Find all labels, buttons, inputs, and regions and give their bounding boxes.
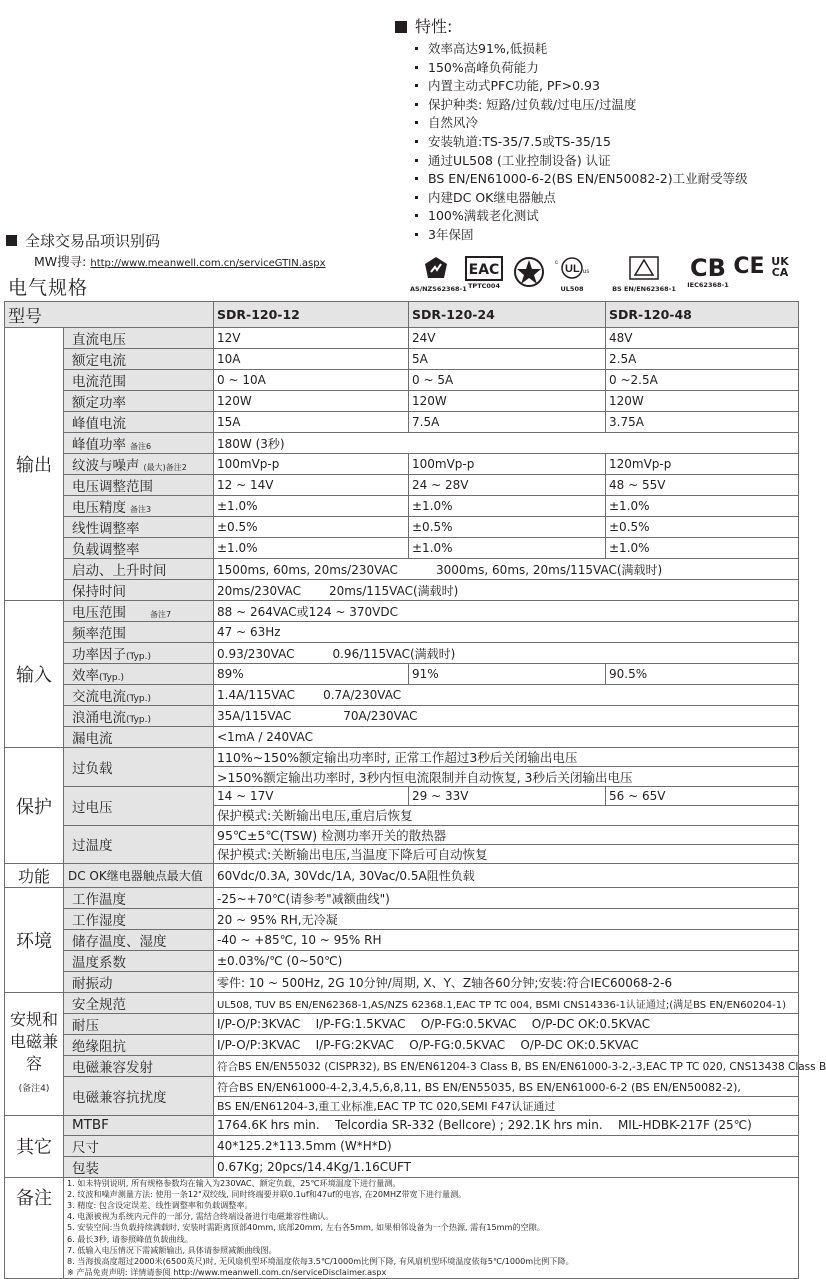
table-row: 尺寸 40*125.2*113.5mm (W*H*D) bbox=[5, 1135, 799, 1156]
dot-bullet-icon bbox=[415, 103, 418, 106]
note-line: 8. 当海拔高度超过2000米(6500英尺)时, 无风扇机型环境温度依每3.5℃/1000m比例下降, 有风扇机型环境温度依每5℃/1000m比例下降。 bbox=[67, 1255, 574, 1266]
note-line: 4. 电源被视为系统内元件的一部分, 需结合终端设备进行电磁兼容性确认。 bbox=[67, 1211, 334, 1222]
square-bullet-icon bbox=[6, 235, 17, 246]
table-row: 漏电流 <1mA / 240VAC bbox=[5, 727, 799, 748]
table-row: 保持时间 20ms/230VAC 20ms/115VAC(满载时) bbox=[5, 580, 799, 601]
table-row: 包装 0.67Kg; 20pcs/14.4Kg/1.16CUFT bbox=[5, 1156, 799, 1177]
table-row: 保护模式:关断输出电压,当温度下降后可自动恢复 bbox=[5, 844, 799, 863]
gtin-label: MW搜寻: bbox=[34, 254, 87, 269]
table-row: 过电压 14 ~ 17V 29 ~ 33V 56 ~ 65V bbox=[5, 786, 799, 805]
gtin-section bbox=[6, 230, 326, 270]
model-label: 型号 bbox=[5, 302, 214, 328]
table-row: 额定电流 10A 5A 2.5A bbox=[5, 349, 799, 370]
category-input: 输入 bbox=[5, 601, 64, 748]
note-line: 3. 精度: 包含设定误差、线性调整率和负载调整率。 bbox=[67, 1199, 253, 1210]
note-line: 1. 如未特别说明, 所有规格参数均在输入为230VAC、额定负载、25℃环境温度下进行量测。 bbox=[67, 1177, 401, 1188]
table-row: 储存温度、湿度 -40 ~ +85℃, 10 ~ 95% RH bbox=[5, 930, 799, 951]
table-row: 耐振动 零件: 10 ~ 500Hz, 2G 10分钟/周期, X、Y、Z轴各60分钟;安装:符合IEC60068-2-6 bbox=[5, 972, 799, 993]
gtin-title: 全球交易品项识别码 bbox=[25, 232, 161, 250]
table-row: 输出 直流电压 12V 24V 48V bbox=[5, 328, 799, 349]
bsmi-logo-icon bbox=[513, 256, 545, 288]
note-line: 5. 安装空间:当负载持续满载时, 安装时需距离顶部40mm, 底部20mm, 左右各5mm, 如果相邻设备为一个热源, 需有15mm的空隙。 bbox=[67, 1222, 545, 1233]
eac-cert: EAC TPTC004 bbox=[464, 256, 504, 290]
table-row: 频率范围 47 ~ 63Hz bbox=[5, 622, 799, 643]
feature-item: 安装轨道:TS-35/7.5或TS-35/15 bbox=[395, 133, 800, 152]
model-name: SDR-120-24 bbox=[409, 302, 606, 328]
table-row: 峰值电流 15A 7.5A 3.75A bbox=[5, 412, 799, 433]
model-name: SDR-120-48 bbox=[606, 302, 799, 328]
tuv-logo-icon bbox=[629, 256, 659, 280]
category-others: 其它 bbox=[5, 1116, 64, 1177]
table-row: 交流电流(Typ.) 1.4A/115VAC 0.7A/230VAC bbox=[5, 685, 799, 706]
category-function: 功能 bbox=[5, 864, 64, 888]
table-row: 过温度 95℃±5℃(TSW) 检测功率开关的散热器 bbox=[5, 825, 799, 844]
table-row: 保护模式:关断输出电压,重启后恢复 bbox=[5, 806, 799, 825]
table-row: 浪涌电流(Typ.) 35A/115VAC 70A/230VAC bbox=[5, 706, 799, 727]
dot-bullet-icon bbox=[415, 84, 418, 87]
feature-item: 自然风冷 bbox=[395, 114, 800, 133]
dot-bullet-icon bbox=[415, 47, 418, 50]
dot-bullet-icon bbox=[415, 66, 418, 69]
model-name: SDR-120-12 bbox=[214, 302, 409, 328]
table-row: 电压精度 备注3 ±1.0% ±1.0% ±1.0% bbox=[5, 496, 799, 517]
cb-cert: CB IEC62368-1 bbox=[687, 254, 729, 289]
rcm-logo-icon bbox=[423, 256, 449, 280]
table-row: 效率(Typ.) 89% 91% 90.5% bbox=[5, 664, 799, 685]
table-row: 负载调整率 ±1.0% ±1.0% ±1.0% bbox=[5, 538, 799, 559]
table-row: 安规和电磁兼容 (备注4) 安全规范 UL508, TUV BS EN/EN62368-1,AS/NZS 62368.1,EAC TP TC 004, BSMI CNS14336-1认证通过;(满足BS EN/EN60204-1) bbox=[5, 993, 799, 1014]
ce-cert: CE bbox=[733, 254, 765, 279]
table-row: 保护 过负载 110%~150%额定输出功率时, 正常工作超过3秒后关闭输出电压 bbox=[5, 748, 799, 767]
feature-item: 3年保固 bbox=[395, 226, 800, 245]
table-row: 纹波与噪声 (最大)备注2 100mVp-p 100mVp-p 120mVp-p bbox=[5, 454, 799, 475]
table-row: 电压调整范围 12 ~ 14V 24 ~ 28V 48 ~ 55V bbox=[5, 475, 799, 496]
feature-item: 通过UL508 (工业控制设备) 认证 bbox=[395, 152, 800, 171]
table-row: 功能 DC OK继电器触点最大值 60Vdc/0.3A, 30Vdc/1A, 30Vac/0.5A阻性负载 bbox=[5, 864, 799, 888]
features-title: 特性: bbox=[395, 14, 800, 37]
category-protection: 保护 bbox=[5, 748, 64, 864]
spec-table bbox=[4, 301, 826, 1279]
category-environment: 环境 bbox=[5, 888, 64, 993]
table-row: 其它 MTBF 1764.6K hrs min. Telcordia SR-332 (Bellcore) ; 292.1K hrs min. MIL-HDBK-217F (25℃) bbox=[5, 1116, 799, 1135]
dot-bullet-icon bbox=[415, 177, 418, 180]
table-row: 线性调整率 ±0.5% ±0.5% ±0.5% bbox=[5, 517, 799, 538]
table-row: >150%额定输出功率时, 3秒内恒电流限制并自动恢复, 3秒后关闭输出电压 bbox=[5, 767, 799, 786]
table-row: 温度系数 ±0.03%/℃ (0~50℃) bbox=[5, 951, 799, 972]
table-row: 电流范围 0 ~ 10A 0 ~ 5A 0 ~2.5A bbox=[5, 370, 799, 391]
gtin-link[interactable]: http://www.meanwell.com.cn/serviceGTIN.aspx bbox=[90, 258, 326, 269]
dot-bullet-icon bbox=[415, 159, 418, 162]
table-row: 额定功率 120W 120W 120W bbox=[5, 391, 799, 412]
feature-item: 保护种类: 短路/过负载/过电压/过温度 bbox=[395, 96, 800, 115]
ul-logo-icon bbox=[554, 256, 590, 280]
feature-item: 150%高峰负荷能力 bbox=[395, 59, 800, 78]
table-row: 功率因子(Typ.) 0.93/230VAC 0.96/115VAC(满载时) bbox=[5, 643, 799, 664]
cert-logos bbox=[410, 256, 800, 292]
table-row: 环境 工作温度 -25~+70℃(请参考"减额曲线") bbox=[5, 888, 799, 909]
ukca-cert: UK CA bbox=[771, 255, 789, 279]
svg-text:c: c bbox=[555, 260, 558, 266]
note-line: 6. 最长3秒, 请参照峰值负载曲线。 bbox=[67, 1233, 193, 1244]
category-output: 输出 bbox=[5, 328, 64, 601]
feature-item: 内置主动式PFC功能, PF>0.93 bbox=[395, 77, 800, 96]
dot-bullet-icon bbox=[415, 121, 418, 124]
ul-cert: c UL us UL508 bbox=[552, 256, 592, 293]
dot-bullet-icon bbox=[415, 233, 418, 236]
table-row: 绝缘阻抗 I/P-O/P:3KVAC I/P-FG:2KVAC O/P-FG:0.5KVAC O/P-DC OK:0.5KVAC bbox=[5, 1035, 799, 1056]
dot-bullet-icon bbox=[415, 140, 418, 143]
table-row: 峰值功率 备注6 180W (3秒) bbox=[5, 433, 799, 454]
note-line: ※ 产品免责声明: 详情请参阅 http://www.meanwell.com.cn/serviceDisclaimer.aspx bbox=[67, 1267, 387, 1278]
bsmi-cert bbox=[510, 256, 548, 292]
table-row: 工作湿度 20 ~ 95% RH,无冷凝 bbox=[5, 909, 799, 930]
table-row: 电磁兼容抗扰度 符合BS EN/EN61000-4-2,3,4,5,6,8,11, BS EN/EN55035, BS EN/EN61000-6-2 (BS EN/EN50082-2), bbox=[5, 1077, 799, 1096]
feature-item: BS EN/EN61000-6-2(BS EN/EN50082-2)工业耐受等级 bbox=[395, 170, 800, 189]
table-row bbox=[5, 1177, 799, 1279]
table-row: 输入 电压范围 备注7 88 ~ 264VAC或124 ~ 370VDC bbox=[5, 601, 799, 622]
feature-item: 100%满载老化测试 bbox=[395, 207, 800, 226]
table-row: 耐压 I/P-O/P:3KVAC I/P-FG:1.5KVAC O/P-FG:0.5KVAC O/P-DC OK:0.5KVAC bbox=[5, 1014, 799, 1035]
table-row bbox=[5, 302, 799, 328]
dot-bullet-icon bbox=[415, 214, 418, 217]
notes-list bbox=[64, 1177, 799, 1279]
feature-item: 效率高达91%,低损耗 bbox=[395, 40, 800, 59]
square-bullet-icon bbox=[395, 21, 407, 33]
spec-title: 电气规格 bbox=[8, 277, 89, 299]
features-section bbox=[395, 14, 800, 245]
tuv-cert: BS EN/EN62368-1 bbox=[608, 256, 680, 293]
svg-text:us: us bbox=[583, 269, 590, 275]
svg-text:UL: UL bbox=[565, 263, 580, 275]
note-line: 7. 低输入电压情况下需减额输出, 具体请参照减额曲线图。 bbox=[67, 1244, 277, 1255]
table-row: BS EN/EN61204-3,重工业标准,EAC TP TC 020,SEMI F47认证通过 bbox=[5, 1096, 799, 1115]
rcm-cert: AS/NZS62368-1 bbox=[410, 256, 462, 293]
category-notes: 备注 bbox=[5, 1177, 64, 1279]
note-line: 2. 纹波和噪声测量方法: 使用一条12"双绞线, 同时终端要并联0.1uf和47uf的电容, 在20MHZ带宽下进行量测。 bbox=[67, 1188, 467, 1199]
feature-item: 内建DC OK继电器触点 bbox=[395, 189, 800, 208]
category-safety-emc: 安规和电磁兼容 (备注4) bbox=[5, 993, 64, 1116]
table-row: 启动、上升时间 1500ms, 60ms, 20ms/230VAC 3000ms, 60ms, 20ms/115VAC(满载时) bbox=[5, 559, 799, 580]
dot-bullet-icon bbox=[415, 196, 418, 199]
table-row: 电磁兼容发射 符合BS EN/EN55032 (CISPR32), BS EN/EN61204-3 Class B, BS EN/EN61000-3-2,-3,EAC TP TC 020, CNS13438 Class B bbox=[5, 1056, 799, 1077]
